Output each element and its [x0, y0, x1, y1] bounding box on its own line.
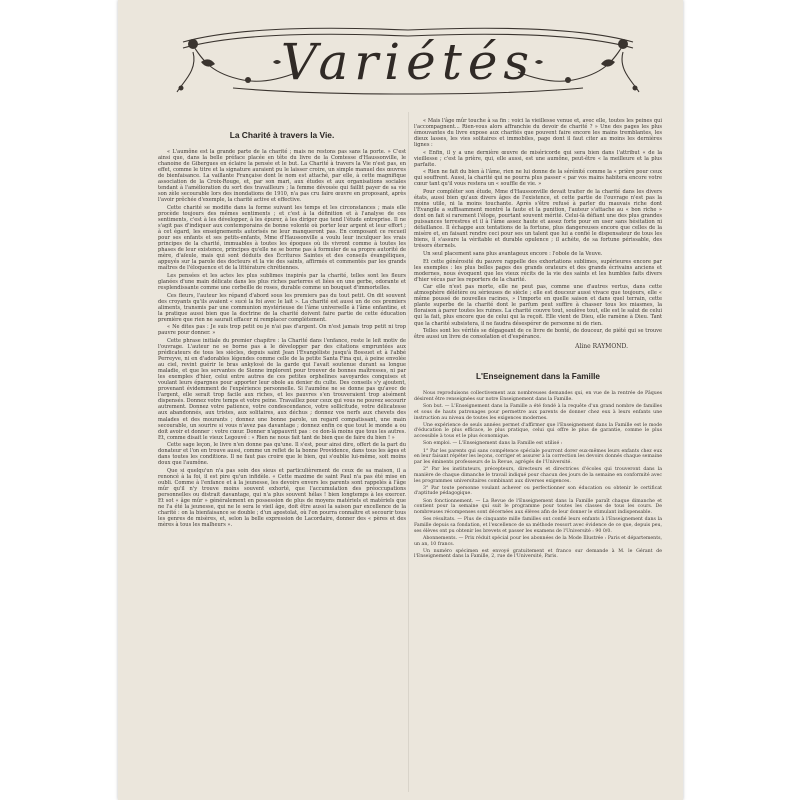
paragraph: Son fonctionnement. — La Revue de l'Enseignement dans la Famille paraît chaque dimanche et contient pour la semaine qui suit le programme pour toutes les classes de tous les cours. De nombreuses récompenses sont décernées aux élèves afin de leur donner le stimulant indispensable.	[414, 498, 662, 516]
paragraph: Les pensées et les actes les plus sublimes inspirés par la charité, telles sont les fleurs glanées d'une main délicate dans les plus riches parterres et liées en une gerbe, odorante et resplendissante comme une corbeille de roses, durable comme un bouquet d'immortelles.	[158, 272, 406, 292]
article-signature: Aline RAYMOND.	[575, 343, 628, 351]
paragraph: « Mais l'âge mûr touche à sa fin : voici la vieillesse venue et, avec elle, toutes les peines qui l'accompagnent... Rien-vous alors affranchie du devoir de charité ? » Une des pages les plus émouvantes du livre expose aux charités que pouvent faire encore les mains tremblantes, les dieux lasses, les vies solitaires et immobiles, page dont il faut citer au moins les dernières lignes :	[414, 118, 662, 149]
paragraph: « L'aumône est la grande parte de la charité ; mais ne restons pas sans la porte. » C'est ainsi que, dans la belle préface placée en tête du livre de la Comtesse d'Haussonville, le chanoine de Gibergues en éclaire la pensée et le but. La Charité à travers la Vie n'est pas, en effet, comme le titre et la signature auraient pu le laisser croire, un simple manuel des œuvres de bienfaisance. La vaillante Française dont le nom est attaché, par elle, à cette magnifique association de la Croix-Rouge, et, par son mari, aux études et aux organisations sociales tendant à l'amélioration du sort des travailleurs ; la femme dévouée qui faillit payer de sa vie son zèle secourable lors des inondations de 1910, n'a pas cru faire œuvre en proposant, après l'avoir prêchée d'exemple, la charité active et effective.	[158, 149, 406, 204]
paragraph: 3° Par toute personne voulant achever ou perfectionner son éducation ou obtenir le certificat d'aptitude pédagogique.	[414, 485, 662, 497]
paragraph: Et cette générosité du pauvre rappelle des exhortations sublimes, supérieures encore par les exemples : les plus belles pages des grands orateurs et des grands écrivains anciens et modernes, nous évoquent que les vieux récits de la vie des saints et les humbles faits divers d'hier vécus par les reporters de la charité.	[414, 258, 662, 283]
paragraph: « Enfin, il y a une dernière œuvre de miséricorde qui sera bien dans l'attribut « de la vieillesse ; c'est la prière, qui, elle aussi, est une aumône, peut-être « la meilleure et la plus parfaite.	[414, 149, 662, 168]
masthead-title: Variétés	[280, 33, 536, 91]
paragraph: Ces fleurs, l'auteur les répand d'abord sous les premiers pas du tout petit. On dit souvent des croyants qu'ils avaient « sucé la foi avec le lait ». La charité est aussi un de ces premiers aliments, transmis par une communion mystérieuse de l'âme universelle à l'âme enfantine, et la pratique aussi bien que la doctrine de la charité doivent faire partie de cette éducation première que rien ne saurait effacer ni remplacer complètement.	[158, 292, 406, 323]
paragraph: 2° Par les instituteurs, précepteurs, directeurs et directrices d'écoles qui trouveront dans la manière de chaque dimanche le travail indiqué pour chacun des jours de la semaine en conformité avec les programmes universitaires combinant aux diverses exigences.	[414, 467, 662, 484]
paragraph: 1° Par les parents qui sans compétence spéciale pourront dorer eux-mêmes leurs enfants chez eux en leur faisant répéter les leçons, corriger et assurer à la correction les devoirs donnés chaque semaine par les éminents professeurs de la Revue, agrégés de l'Université.	[414, 448, 662, 465]
paragraph: Cette sage leçon, le livre n'en donne pas qu'une. Il s'est, pour ainsi dire, offert de la part du donateur et l'on en trouve aussi, comme un reflet de la bonne Providence, dans tous les âges et dans toutes les conditions. Il ne faut pas croire que le bien, qui s'oublie lui-même, soit moins doux que l'aumône.	[158, 442, 406, 467]
paragraph: Un numéro spécimen est envoyé gratuitement et franco sur demande à M. le Gérant de l'Enseignement dans la Famille, 2, rue de l'Université, Paris.	[414, 548, 662, 560]
paragraph: Cette phrase initiale du premier chapitre : la Charité dans l'enfance, reste le leit motiv de l'ouvrage. L'auteur ne se borne pas à le développer par des citations empruntées aux prédicateurs de tous les siècles, depuis saint Jean l'Évangéliste jusqu'à Bossuet et à l'abbé Perreyve, ni en d'adorables légendes comme celle de la petite Santa Fina qui, à peine envolée au ciel, revint guérir le bras ankylosé de la garde qui l'avait soutenue durant sa longue maladie, et que les servantes de Sienne implorent pour trouver de bonnes maîtresses, ni par les exemples d'hier, celui entre autres de ces petites orphelines savoyardes conquises et voulant leurs épargnes pour apporter leur obole au denier du culte. Des conseils s'y ajoutent, provenant évidemment de l'expérience personnelle. Si l'aumône ne se donne pas qu'avec de l'argent, elle serait trop facile aux riches, et les pauvres s'en trouveraient trop aisément dispensés. Donnez votre temps et votre peine. Travaillez pour ceux qui vous ne pouvez secourir autrement. Donnez votre patience, votre condescendance, votre sollicitude, votre délicatesse aux abandonnés, aux tristes, aux solitaires, aux déchus ; donnez vos nerfs aux chevets des malades et des mourants ; donnez une bonne parole, un regard compatissant, une main secourable, un sourire si vous n'avez pas davantage ; donnez enfin ce que tout le monde a ou doit avoir et donner : votre cœur. Donner n'appauvrit pas : ce don-là moins que tous les autres. Et, comme disait le vieux Legouvé : « Rien ne nous fait tant de bien que de faire du bien ! »	[158, 337, 406, 441]
paragraph: Pour compléter son étude, Mme d'Haussonville devait traiter de la charité dans les divers états, aussi bien qu'aux divers âges de l'existence, et cette partie de l'ouvrage n'est pas la moins utile, ni la moins touchante. Après s'être refusé à parler du mauvais riche dont l'Évangile a suffisamment montré la faute et la punition, l'auteur s'attache au « bon riche » dont on fait si rarement l'éloge, pourtant souvent mérité. Celui-là défiant une des plus grandes puissances terrestres et il à l'âme assez haute et assez forte pour en user sans hésitation ni défaillance. Il échappe aux tentations de la fortune, plus dangereuses encore que celles de la misère et, en faisant rendre ceci pour ses un talent que lui a confié le dispensateur de tous les biens, il s'assure la véritable et durable opulence ; il achète, de sa fortune périssable, des trésors éternels.	[414, 189, 662, 250]
article-title: L'Enseignement dans la Famille	[476, 372, 600, 382]
paragraph: Un seul placement sans plus avantageux encore : l'obole de la Veuve.	[423, 250, 603, 257]
left-column	[158, 118, 406, 530]
paragraph: Abonnements. — Prix réduit spécial pour les abonnées de la Mode Illustrée : Paris et départements, un an, 10 francs.	[414, 535, 662, 547]
paragraph: Car elle n'est pas morte, elle ne peut pas, comme une d'autres vertus, dans cette atmosphère délétère ou sérieuses de siècle ; elle est douceur aussi vivace que toujours, elle « même poussé de nouvelles racines, » l'importe en quelle saison et dans quel terrain, cette plante superbe de la charité dont le parfum peut suffire à chasser tous les miasmes, la floraison à parer toutes les ruines. La charité couvre tout, soulève tout, elle est le salut de celui qui la fait, plus encore que de celui qui la reçoit. Elle vient de Dieu, elle ramène à Dieu. Tant que la charité subsistera, il ne faudra désespérer de personne ni de rien.	[414, 284, 662, 327]
paragraph: Que si quelqu'un n'a pas soin des sieus et particulièrement de ceux de sa maison, il a renoncé à la foi, il est pire qu'un infidèle. « Cette maxime de saint Paul n'a pas été mise en oubli. Comme à l'enfance et à la jeunesse, les devoirs envers les parents sont rappelés à l'âge mûr qu'il n'y trouve moins souvent exhorté, que l'accumulation des préoccupations personnelles ou distrait davantage, qui n'a plus souvent hélas ! bien longtemps à les exercer. Et sot « âge mûr » généralement en possession de plus de moyens matériels et matériels que ne l'a été la jeunesse, qui ne le sera le vieil âge, doit être aussi la saison par excellence de la charité : on la bienfaisance se double ; d'un apostolat, où l'on pourra connaître et secourir tous les genres de misères, et, selon la belle expression de Lacordaire, donner des « pères et des mères à tous les malheurs ».	[158, 467, 406, 529]
paragraph: « Ne dites pas : Je suis trop petit ou je n'ai pas d'argent. On n'est jamais trop petit ni trop pauvre pour donner. »	[158, 324, 406, 337]
paragraph: Cette charité se modifie dans la forme suivant les temps et les circonstances ; mais elle procède toujours des mêmes sentiments ; et c'est à la définition et à l'analyse de ces sentiments, c'est à les développer, à les épurer, à les diriger que tend l'étude entreprise. Il ne s'agit pas d'indiquer aux contemporains de bonne volonté où porter leur argent et leur effort ; à cet égard, les enseignements autorisés ne leur manqueront pas. En composant ce recueil pour ses enfants et ses petits-enfants, Mme d'Haussonville a voulu leur inculquer les vrais principes de la charité, immuables à toutes les époques où ils vivront comme à toutes les phases de leur existence, principes qu'elle ne se borne pas à formuler de sa propre autorité de mère, d'aïeule, mais qui sont déduits des Écritures Saintes et des conseils évangéliques, appuyés sur la parole des docteurs et la vie des saints, affirmés et commentés par les grands maîtres de l'éloquence et de la littérature chrétiennes.	[158, 204, 406, 272]
paragraph: Ses résultats. — Plus de cinquante mille familles ont confié leurs enfants à l'Enseignement dans la Famille depuis sa fondation, et l'excellence de sa méthode ressort avec évidence de ce que, depuis peu, ses élèves ont pu obtenir les brevets et passer les examens de l'Université : 90 0/0.	[414, 517, 662, 534]
paragraph: Son emploi. — L'Enseignement dans la Famille est utilisé :	[423, 441, 563, 447]
paragraph: « Rien ne fait du bien à l'âme, rien ne lui donne de la sérénité comme la « prière pour ceux qui souffrent. Aussi, la charité qui ne pourra plus passer « par vos mains habitera encore votre cœur tant qu'il vous restera un « souffle de vie. »	[414, 169, 662, 188]
right-column	[414, 118, 662, 562]
paragraph: Une expérience de seuls années permet d'affirmer que l'Enseignement dans la Famille est le mode d'éducation le plus efficace, le plus pratique, celui qui offre le plus de garantie, comme le plus accessible à tous et le plus économique.	[414, 422, 662, 440]
paragraph: Son but. — L'Enseignement dans la Famille a été fondé à la requête d'un grand nombre de familles et sous de hauts patronages pour permettre aux parents de donner chez eux à leurs enfants une instruction au niveau de toutes les exigences modernes.	[414, 404, 662, 421]
article-title: La Charité à travers la Vie.	[229, 130, 335, 140]
masthead-banner	[173, 22, 643, 104]
article-body	[414, 391, 662, 560]
column-divider	[408, 112, 409, 792]
newspaper-page	[118, 0, 683, 800]
paragraph: Telles sont les vérités se dégageant de ce livre de bonté, de douceur, de piété qui se trouve être aussi un livre de consolation et d'espérance.	[414, 328, 662, 341]
paragraph: Nous reproduisons collectivement aux nombreuses demandes qui, en vue de la rentrée de Pâques désirent être renseignées sur notre Enseignement dans la Famille.	[414, 391, 662, 402]
